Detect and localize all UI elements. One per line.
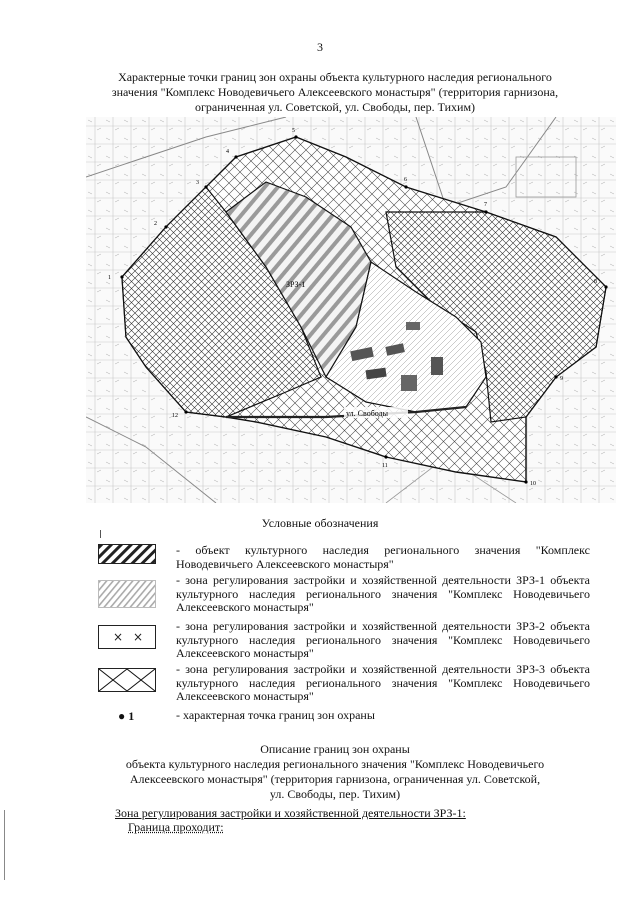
title-line-1: Характерные точки границ зон охраны объекта культурного наследия регионального [118,70,552,84]
boundary-label: Граница проходит: [128,820,224,834]
boundary-point [484,210,487,213]
legend-point-marker: ● 1 [118,709,135,723]
point-label: 1 [108,275,111,281]
title-line-3: ограниченная ул. Советской, ул. Свободы, пер. Тихим) [194,100,476,114]
point-label: 2 [154,221,157,227]
street-label: ул. Свободы [346,409,388,418]
boundary-point [184,410,187,413]
point-label: 6 [404,177,407,183]
boundary-point [384,455,387,458]
point-label: 8 [594,279,597,285]
svg-text:×: × [133,630,144,644]
boundary-point [404,185,407,188]
legend-item-zrz2: - зона регулирования застройки и хозяйственной деятельности ЗРЗ-2 объекта культурного наследия регионального значения "Комплекс Новодевичьего Алексеевского монастыря" [176,619,590,660]
legend-swatch-heritage [98,544,156,564]
legend-divider [100,530,101,538]
boundary-point [604,285,607,288]
zone-heading: Зона регулирования застройки и хозяйственной деятельности ЗРЗ-1: [115,806,466,820]
description-line-2: объекта культурного наследия регионального значения "Комплекс Новодевичьего [125,757,545,771]
legend-swatch-zrz1 [98,580,156,608]
legend-swatch-zrz2 [98,625,156,649]
description-title [60,742,610,802]
boundary-point [204,185,207,188]
boundary-point [294,135,297,138]
boundary-point [164,225,167,228]
title-line-2: значения "Комплекс Новодевичьего Алексеевского монастыря" (территория гарнизона, [111,85,559,99]
description-line-4: ул. Свободы, пер. Тихим) [269,787,401,801]
description-line-3: Алексеевского монастыря" (территория гарнизона, ограниченная ул. Советской, [129,772,541,786]
boundary-point [524,480,527,483]
legend-item-heritage: - объект культурного наследия регионального значения "Комплекс Новодевичьего Алексеевского монастыря" [176,543,590,571]
page-number: 3 [317,40,323,54]
description-line-1: Описание границ зон охраны [260,742,410,756]
point-label: 4 [226,149,229,155]
point-label: 9 [560,376,563,382]
boundary-point [234,155,237,158]
legend-item-point: - характерная точка границ зон охраны [176,708,375,722]
page-title [60,70,610,115]
zone-label: ЗРЗ-1 [286,280,306,289]
scan-edge-mark [4,810,5,880]
legend-item-zrz1: - зона регулирования застройки и хозяйственной деятельности ЗРЗ-1 объекта культурного наследия регионального значения "Комплекс Новодевичьего Алексеевского монастыря" [176,573,590,614]
point-label: 12 [172,413,178,419]
point-label: 5 [292,128,295,134]
protection-zones-map [86,117,616,503]
boundary-point [120,275,123,278]
point-label: 11 [382,463,388,469]
svg-text:×: × [113,630,124,644]
legend-title: Условные обозначения [261,516,379,530]
point-label: 7 [484,202,487,208]
point-label: 3 [196,180,199,186]
boundary-point [554,375,557,378]
point-label: 10 [530,481,536,487]
legend-item-zrz3: - зона регулирования застройки и хозяйственной деятельности ЗРЗ-3 объекта культурного наследия регионального значения "Комплекс Новодевичьего Алексеевского монастыря" [176,662,590,703]
legend-swatch-zrz3 [98,668,156,692]
